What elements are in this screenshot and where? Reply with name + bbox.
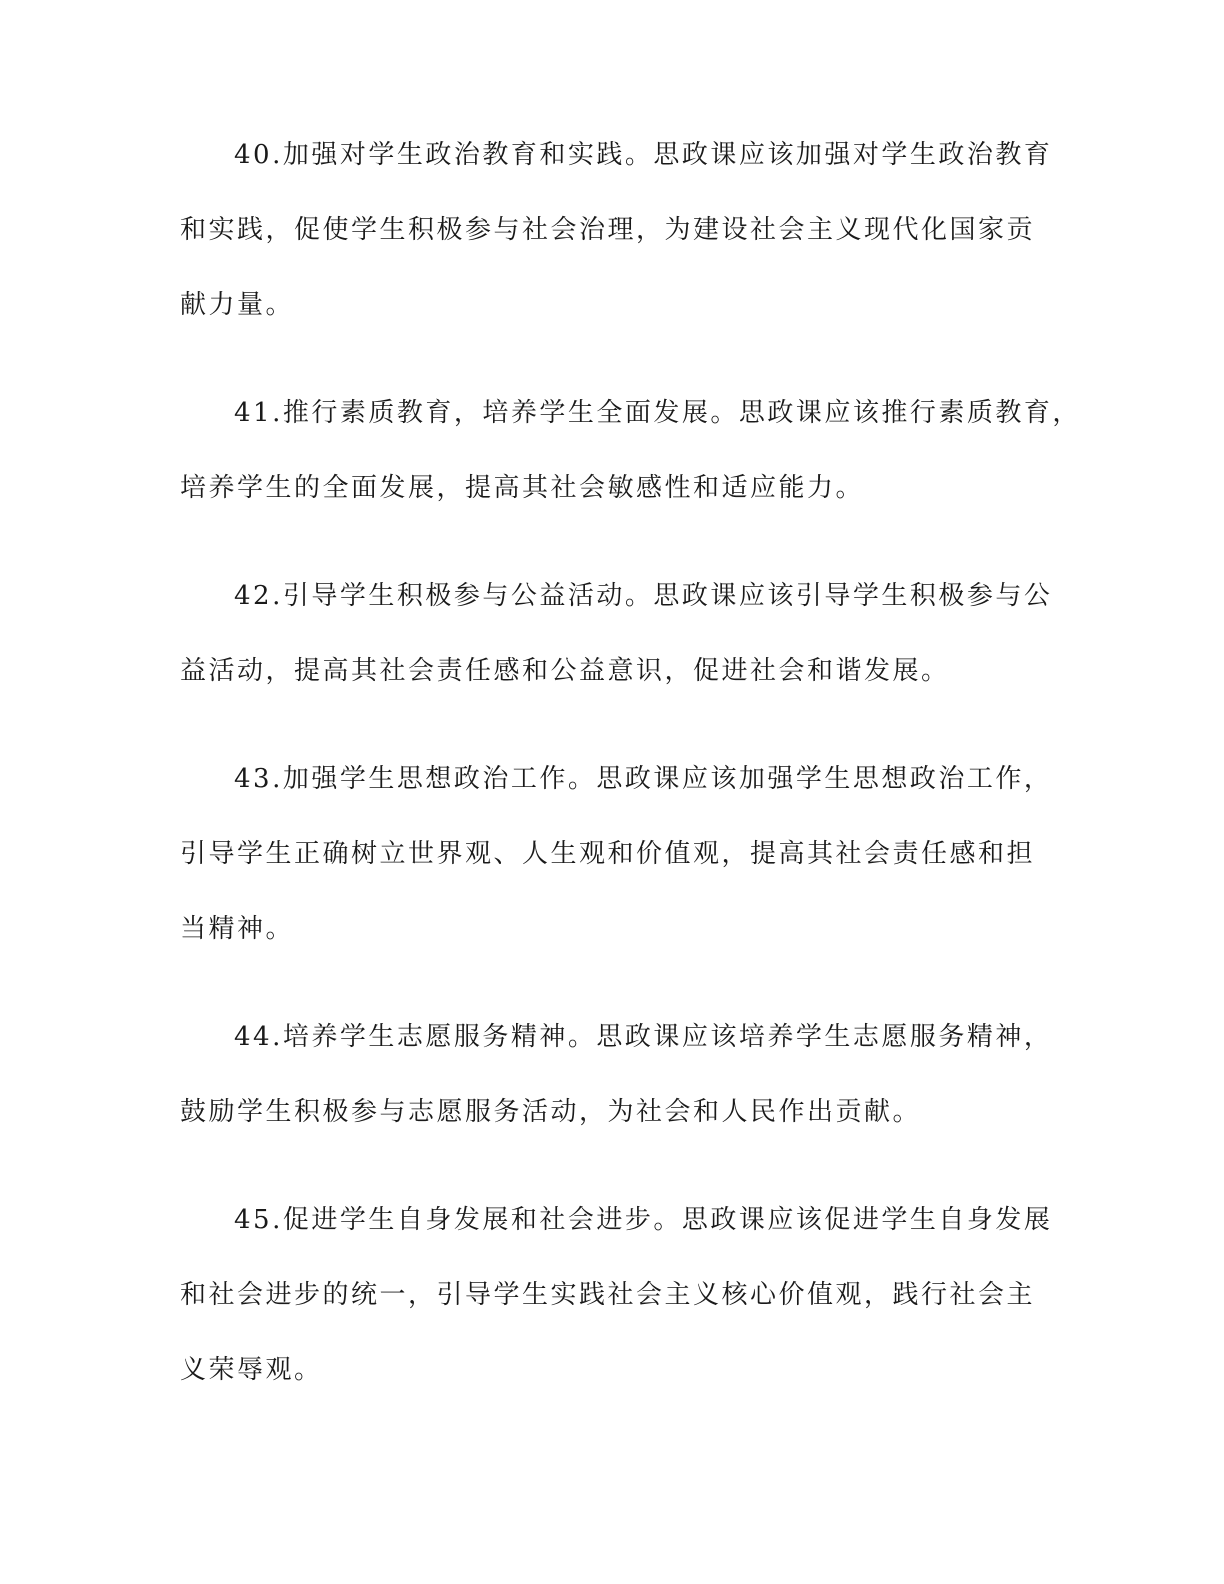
paragraph-40 <box>180 118 1053 343</box>
paragraph-line: 42.引导学生积极参与公益活动。思政课应该引导学生积极参与公 <box>234 581 1053 611</box>
paragraph-line: 44.培养学生志愿服务精神。思政课应该培养学生志愿服务精神， <box>234 1022 1053 1052</box>
paragraph-line: 培养学生的全面发展，提高其社会敏感性和适应能力。 <box>180 473 865 503</box>
paragraph-42 <box>180 559 1053 709</box>
document-body <box>180 118 1081 1441</box>
paragraph-line: 和实践，促使学生积极参与社会治理，为建设社会主义现代化国家贡 <box>180 215 1036 245</box>
paragraph-line: 41.推行素质教育，培养学生全面发展。思政课应该推行素质教育， <box>234 398 1081 428</box>
paragraph-line: 当精神。 <box>180 914 295 944</box>
paragraph-line: 和社会进步的统一，引导学生实践社会主义核心价值观，践行社会主 <box>180 1280 1036 1310</box>
paragraph-45 <box>180 1183 1053 1408</box>
paragraph-line: 鼓励学生积极参与志愿服务活动，为社会和人民作出贡献。 <box>180 1097 922 1127</box>
paragraph-line: 益活动，提高其社会责任感和公益意识，促进社会和谐发展。 <box>180 656 950 686</box>
paragraph-44 <box>180 1000 1053 1150</box>
paragraph-41 <box>180 376 1081 526</box>
paragraph-43 <box>180 742 1053 967</box>
paragraph-line: 义荣辱观。 <box>180 1355 323 1385</box>
paragraph-line: 献力量。 <box>180 290 295 320</box>
paragraph-line: 45.促进学生自身发展和社会进步。思政课应该促进学生自身发展 <box>234 1205 1053 1235</box>
paragraph-line: 引导学生正确树立世界观、人生观和价值观，提高其社会责任感和担 <box>180 839 1036 869</box>
paragraph-line: 43.加强学生思想政治工作。思政课应该加强学生思想政治工作， <box>234 764 1053 794</box>
paragraph-line: 40.加强对学生政治教育和实践。思政课应该加强对学生政治教育 <box>234 140 1053 170</box>
